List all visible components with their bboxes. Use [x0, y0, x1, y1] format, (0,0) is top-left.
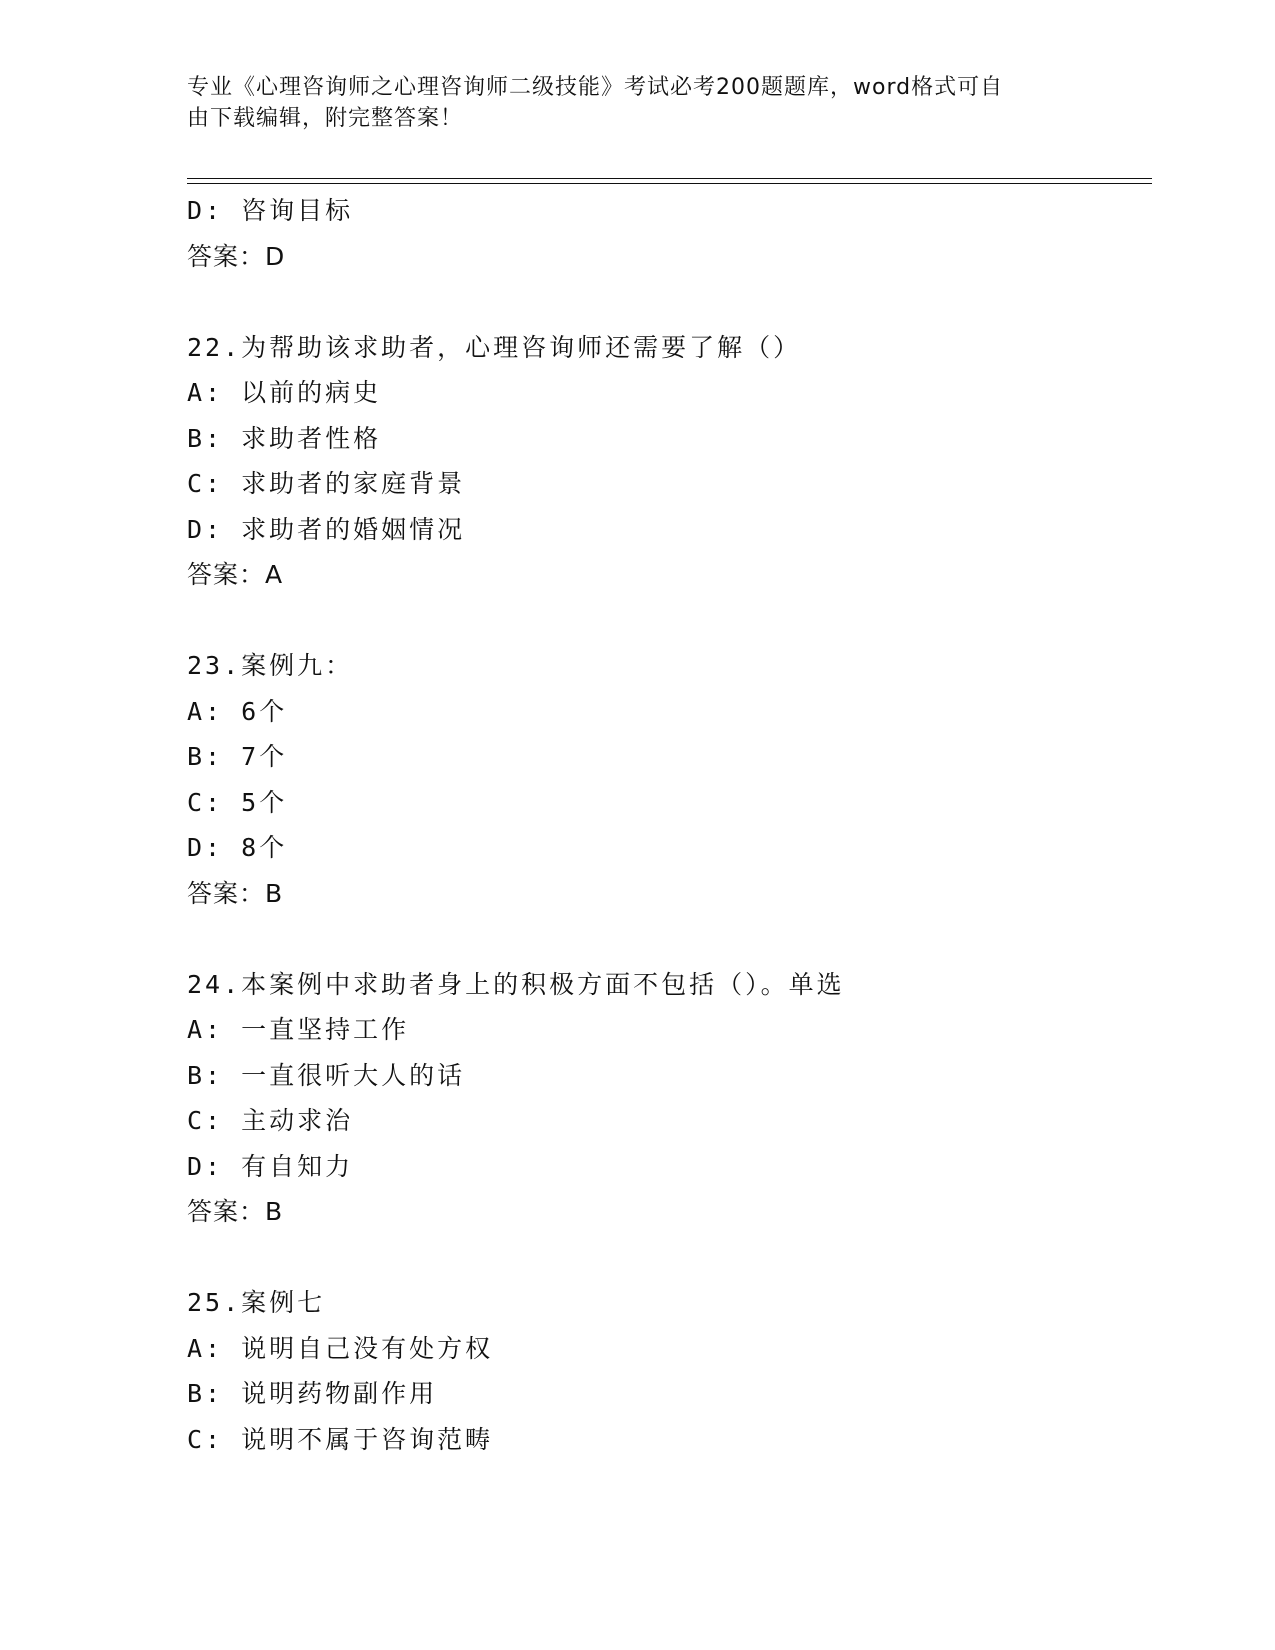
q24-option-a: A: 一直坚持工作 [187, 1015, 410, 1044]
q22-answer: 答案：A [187, 560, 284, 589]
q22-option-d: D: 求助者的婚姻情况 [187, 514, 466, 544]
q24-option-c: C: 主动求治 [187, 1106, 354, 1135]
q21-answer: 答案：D [187, 241, 286, 271]
q22-option-a: A: 以前的病史 [187, 378, 382, 407]
q22-option-c: C: 求助者的家庭背景 [187, 469, 466, 498]
q24-option-b: B: 一直很听大人的话 [187, 1060, 466, 1090]
question-list [187, 188, 1127, 1462]
q24-option-d: D: 有自知力 [187, 1151, 354, 1181]
q25-option-c: C: 说明不属于咨询范畴 [187, 1424, 494, 1454]
q25-option-b: B: 说明药物副作用 [187, 1379, 438, 1408]
q25-stem: 25.案例七 [187, 1288, 326, 1317]
spacer [187, 916, 1127, 962]
q24-answer: 答案：B [187, 1197, 284, 1226]
q23-option-a: A: 6个 [187, 696, 288, 726]
q22-stem: 22.为帮助该求助者，心理咨询师还需要了解（） [187, 332, 802, 362]
q21-option-d: D: 咨询目标 [187, 196, 354, 225]
q25-option-a: A: 说明自己没有处方权 [187, 1333, 494, 1363]
spacer [187, 279, 1127, 325]
document-header [187, 72, 1067, 134]
q23-stem: 23.案例九： [187, 651, 354, 680]
spacer [187, 598, 1127, 644]
q23-option-c: C: 5个 [187, 787, 288, 817]
header-line-1: 专业《心理咨询师之心理咨询师二级技能》考试必考200题题库，word格式可自 [187, 75, 1004, 100]
spacer [187, 1235, 1127, 1281]
q23-answer: 答案：B [187, 878, 284, 908]
header-divider-bottom [187, 183, 1152, 184]
q24-stem: 24.本案例中求助者身上的积极方面不包括（）。单选 [187, 969, 845, 999]
q22-option-b: B: 求助者性格 [187, 423, 382, 453]
q23-option-b: B: 7个 [187, 742, 288, 771]
q23-option-d: D: 8个 [187, 833, 288, 862]
header-divider-top [187, 178, 1152, 179]
header-line-2: 由下载编辑，附完整答案！ [187, 106, 464, 131]
